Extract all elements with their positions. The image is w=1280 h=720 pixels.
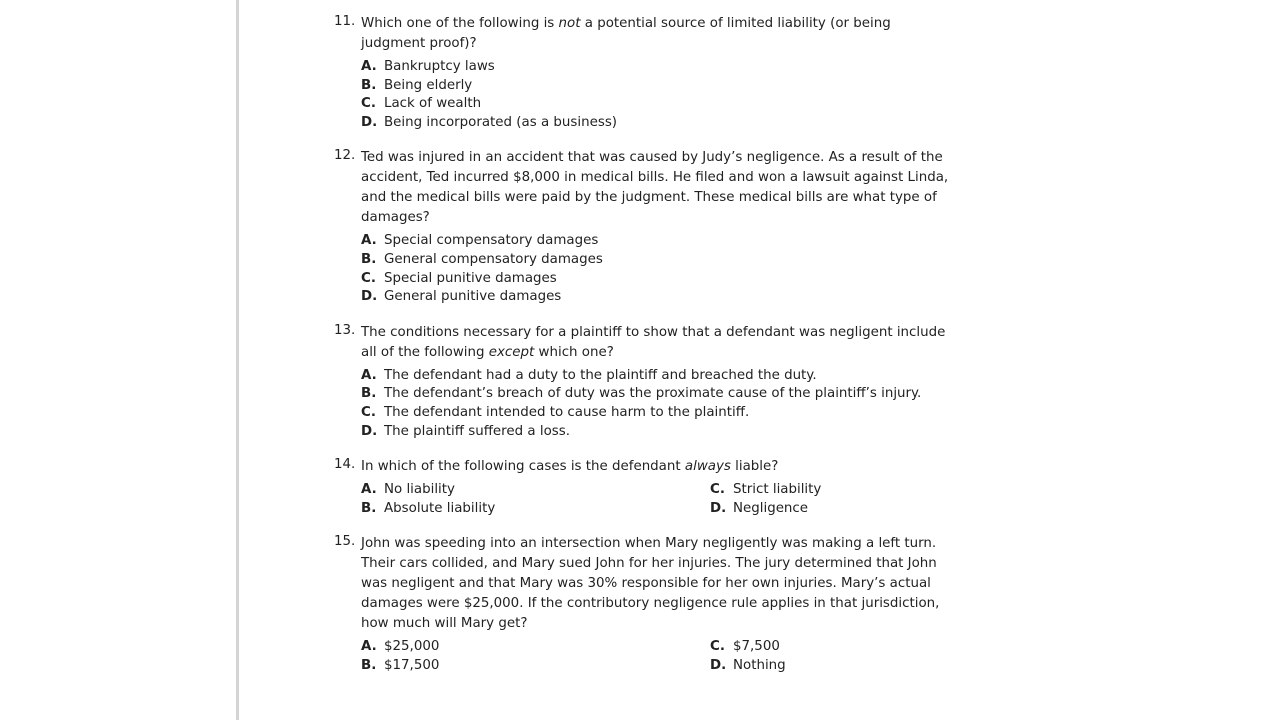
choice-list (361, 232, 954, 306)
question-number: 15. (334, 534, 356, 550)
choice-d: D. The plaintiff suffered a loss. (361, 423, 570, 439)
question-12 (334, 148, 954, 306)
emphasis: not (558, 16, 581, 31)
choice-b: B. Absolute liability (361, 500, 496, 516)
choice-list (361, 367, 954, 441)
emphasis: always (684, 459, 731, 475)
choice-b: B. Being elderly (361, 77, 473, 93)
choice-list (361, 481, 954, 518)
choice-a: A. The defendant had a duty to the plaintiff and breached the duty. (361, 367, 817, 383)
choice-b: B. The defendant’s breach of duty was the proximate cause of the plaintiff’s injury. (361, 386, 922, 402)
choice-a: A. Bankruptcy laws (361, 59, 495, 74)
choice-list (361, 58, 954, 132)
question-number: 11. (334, 14, 356, 29)
choice-c: C. $7,500 (710, 639, 780, 655)
choice-a: A. No liability (361, 482, 455, 498)
question-11 (334, 14, 954, 132)
page-left-border (236, 0, 239, 720)
question-number: 12. (334, 148, 356, 164)
question-number: 14. (334, 457, 356, 473)
choice-c: C. The defendant intended to cause harm to the plaintiff. (361, 404, 750, 420)
question-stem: Which one of the following is not a potential source of limited liability (or being judgment proof)? (361, 16, 891, 51)
choice-d: D. Being incorporated (as a business) (361, 114, 618, 130)
choice-d: D. Negligence (710, 500, 809, 516)
question-stem: Ted was injured in an accident that was caused by Judy’s negligence. As a result of the accident, Ted incurred $8,000 in medical bills. He filed and won a lawsuit against Linda, and the medical bills were paid by the judgment. These medical bills are what type of damages? (361, 150, 949, 226)
question-13 (334, 323, 954, 441)
choice-c: C. Strict liability (710, 482, 822, 498)
choice-list (361, 638, 954, 675)
question-stem: The conditions necessary for a plaintiff to show that a defendant was negligent include all of the following except which one? (361, 324, 946, 360)
question-stem: In which of the following cases is the defendant always liable? (361, 459, 779, 475)
choice-c: C. Lack of wealth (361, 96, 482, 112)
choice-d: D. General punitive damages (361, 289, 562, 305)
choice-d: D. Nothing (710, 657, 786, 673)
question-stem: John was speeding into an intersection when Mary negligently was making a left turn. Their cars collided, and Mary sued John for her injuries. The jury determined that John was negligent and that Mary was 30% responsible for her own injuries. Mary’s actual damages were $25,000. If the contributory negligence rule applies in that jurisdiction, how much will Mary get? (361, 536, 940, 632)
question-number: 13. (334, 322, 356, 338)
question-14 (334, 457, 954, 518)
emphasis: except (488, 344, 535, 360)
question-15 (334, 534, 954, 675)
choice-b: B. General compensatory damages (361, 251, 603, 267)
choice-a: A. $25,000 (361, 639, 440, 655)
choice-a: A. Special compensatory damages (361, 233, 599, 249)
choice-b: B. $17,500 (361, 657, 440, 673)
choice-c: C. Special punitive damages (361, 270, 557, 286)
document-page (334, 14, 954, 692)
